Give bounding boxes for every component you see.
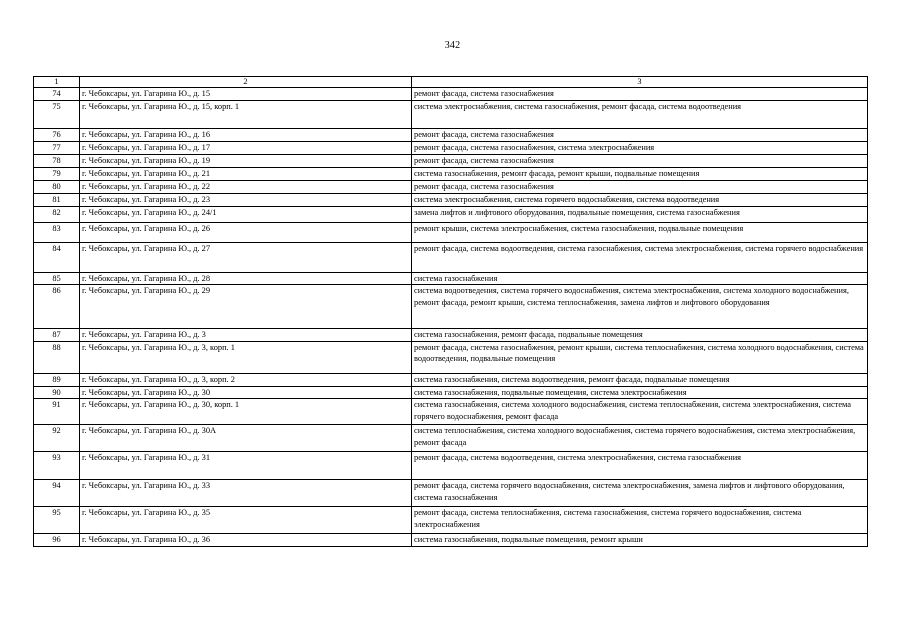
row-works: ремонт фасада, система газоснабжения (412, 154, 868, 167)
table-row (34, 100, 868, 128)
row-number: 93 (34, 452, 80, 480)
row-number: 96 (34, 534, 80, 547)
row-works: система газоснабжения, система холодного водоснабжения, система теплоснабжения, система электроснабжения, система горячего водоснабжения, ремонт фасада (412, 399, 868, 425)
row-works: ремонт фасада, система водоотведения, система электроснабжения, система газоснабжения (412, 452, 868, 480)
row-address: г. Чебоксары, ул. Гагарина Ю., д. 33 (80, 480, 412, 507)
row-works: система теплоснабжения, система холодного водоснабжения, система горячего водоснабжения, система электроснабжения, ремонт фасада (412, 425, 868, 452)
row-number: 74 (34, 88, 80, 101)
row-number: 81 (34, 193, 80, 206)
row-number: 95 (34, 507, 80, 534)
row-works: система газоснабжения (412, 272, 868, 285)
row-number: 87 (34, 329, 80, 342)
table-row (34, 128, 868, 141)
table-row (34, 242, 868, 272)
row-number: 92 (34, 425, 80, 452)
page-number: 342 (444, 40, 461, 51)
table-row (34, 180, 868, 193)
table-row (34, 285, 868, 329)
table-row (34, 386, 868, 399)
housing-table (33, 76, 868, 547)
row-works: система газоснабжения, подвальные помещения, ремонт крыши (412, 534, 868, 547)
row-number: 76 (34, 128, 80, 141)
table-row (34, 507, 868, 534)
row-number: 89 (34, 373, 80, 386)
table-row (34, 141, 868, 154)
row-number: 86 (34, 285, 80, 329)
row-number: 83 (34, 222, 80, 242)
table-row (34, 222, 868, 242)
row-address: г. Чебоксары, ул. Гагарина Ю., д. 3, корп. 1 (80, 341, 412, 373)
row-works: ремонт фасада, система водоотведения, система газоснабжения, система электроснабжения, система горячего водоснабжения (412, 242, 868, 272)
table-row (34, 167, 868, 180)
row-number: 91 (34, 399, 80, 425)
row-address: г. Чебоксары, ул. Гагарина Ю., д. 28 (80, 272, 412, 285)
row-works: ремонт фасада, система газоснабжения (412, 88, 868, 101)
table-row (34, 534, 868, 547)
column-header: 1 (34, 77, 80, 88)
table-header-row (34, 77, 868, 88)
row-works: замена лифтов и лифтового оборудования, подвальные помещения, система газоснабжения (412, 206, 868, 222)
row-works: система водоотведения, система горячего водоснабжения, система электроснабжения, система холодного водоснабжения, ремонт фасада, ремонт крыши, система теплоснабжения, замена лифтов и лифтового оборудования (412, 285, 868, 329)
row-address: г. Чебоксары, ул. Гагарина Ю., д. 27 (80, 242, 412, 272)
table-row (34, 193, 868, 206)
table-row (34, 480, 868, 507)
column-header: 3 (412, 77, 868, 88)
row-address: г. Чебоксары, ул. Гагарина Ю., д. 35 (80, 507, 412, 534)
row-works: ремонт фасада, система теплоснабжения, система газоснабжения, система горячего водоснабжения, система электроснабжения (412, 507, 868, 534)
row-number: 75 (34, 100, 80, 128)
row-number: 80 (34, 180, 80, 193)
table-row (34, 88, 868, 101)
table-row (34, 452, 868, 480)
row-address: г. Чебоксары, ул. Гагарина Ю., д. 22 (80, 180, 412, 193)
row-address: г. Чебоксары, ул. Гагарина Ю., д. 19 (80, 154, 412, 167)
row-address: г. Чебоксары, ул. Гагарина Ю., д. 26 (80, 222, 412, 242)
row-number: 88 (34, 341, 80, 373)
row-address: г. Чебоксары, ул. Гагарина Ю., д. 30А (80, 425, 412, 452)
row-address: г. Чебоксары, ул. Гагарина Ю., д. 36 (80, 534, 412, 547)
table-row (34, 399, 868, 425)
row-works: система электроснабжения, система горячего водоснабжения, система водоотведения (412, 193, 868, 206)
row-works: ремонт фасада, система газоснабжения, система электроснабжения (412, 141, 868, 154)
row-address: г. Чебоксары, ул. Гагарина Ю., д. 30 (80, 386, 412, 399)
row-works: система газоснабжения, подвальные помещения, система электроснабжения (412, 386, 868, 399)
row-number: 82 (34, 206, 80, 222)
row-address: г. Чебоксары, ул. Гагарина Ю., д. 16 (80, 128, 412, 141)
row-works: ремонт фасада, система горячего водоснабжения, система электроснабжения, замена лифтов и лифтового оборудования, система газоснабжения (412, 480, 868, 507)
row-address: г. Чебоксары, ул. Гагарина Ю., д. 17 (80, 141, 412, 154)
row-works: система газоснабжения, ремонт фасада, ремонт крыши, подвальные помещения (412, 167, 868, 180)
table-row (34, 206, 868, 222)
row-number: 79 (34, 167, 80, 180)
row-number: 78 (34, 154, 80, 167)
table-row (34, 154, 868, 167)
row-address: г. Чебоксары, ул. Гагарина Ю., д. 15, корп. 1 (80, 100, 412, 128)
table-row (34, 373, 868, 386)
row-works: система газоснабжения, система водоотведения, ремонт фасада, подвальные помещения (412, 373, 868, 386)
row-address: г. Чебоксары, ул. Гагарина Ю., д. 3 (80, 329, 412, 342)
row-works: ремонт фасада, система газоснабжения, ремонт крыши, система теплоснабжения, система холодного водоснабжения, система водоотведения, подвальные помещения (412, 341, 868, 373)
row-address: г. Чебоксары, ул. Гагарина Ю., д. 24/1 (80, 206, 412, 222)
table-row (34, 329, 868, 342)
row-address: г. Чебоксары, ул. Гагарина Ю., д. 31 (80, 452, 412, 480)
table-row (34, 425, 868, 452)
row-works: система электроснабжения, система газоснабжения, ремонт фасада, система водоотведения (412, 100, 868, 128)
row-works: ремонт крыши, система электроснабжения, система газоснабжения, подвальные помещения (412, 222, 868, 242)
row-number: 90 (34, 386, 80, 399)
row-address: г. Чебоксары, ул. Гагарина Ю., д. 21 (80, 167, 412, 180)
row-works: ремонт фасада, система газоснабжения (412, 180, 868, 193)
row-number: 85 (34, 272, 80, 285)
row-number: 77 (34, 141, 80, 154)
table-row (34, 272, 868, 285)
column-header: 2 (80, 77, 412, 88)
row-address: г. Чебоксары, ул. Гагарина Ю., д. 29 (80, 285, 412, 329)
row-address: г. Чебоксары, ул. Гагарина Ю., д. 3, корп. 2 (80, 373, 412, 386)
row-address: г. Чебоксары, ул. Гагарина Ю., д. 30, корп. 1 (80, 399, 412, 425)
table-row (34, 341, 868, 373)
row-number: 84 (34, 242, 80, 272)
row-works: система газоснабжения, ремонт фасада, подвальные помещения (412, 329, 868, 342)
row-number: 94 (34, 480, 80, 507)
row-works: ремонт фасада, система газоснабжения (412, 128, 868, 141)
row-address: г. Чебоксары, ул. Гагарина Ю., д. 23 (80, 193, 412, 206)
row-address: г. Чебоксары, ул. Гагарина Ю., д. 15 (80, 88, 412, 101)
